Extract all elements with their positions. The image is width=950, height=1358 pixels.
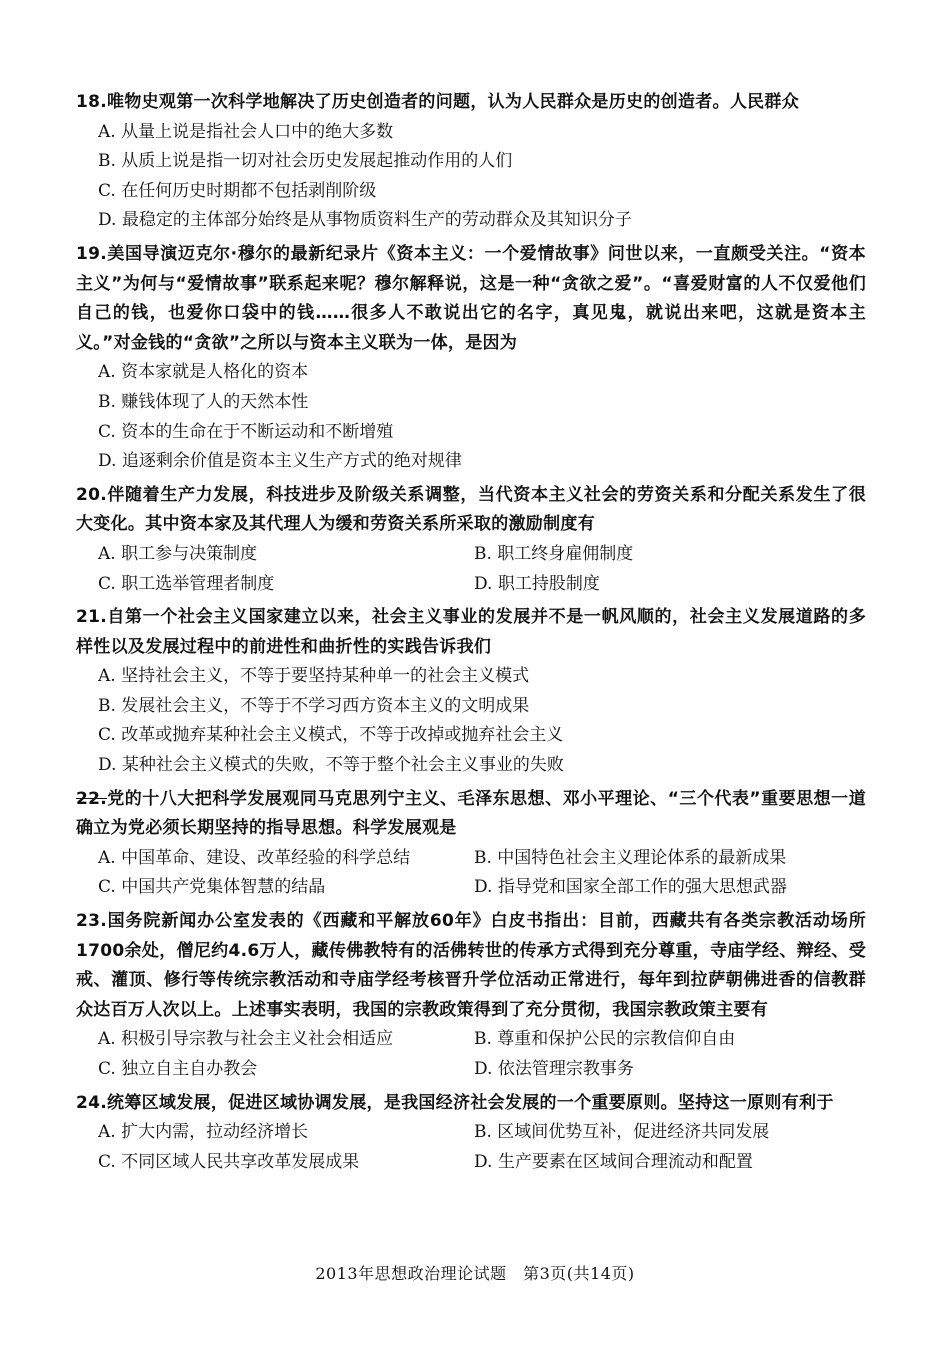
answer-option[interactable]: C. 不同区域人民共享改革发展成果 (98, 1151, 360, 1172)
question-24 (76, 1089, 866, 1178)
answer-option[interactable]: A. 职工参与决策制度 (98, 543, 258, 564)
answer-option[interactable]: A. 坚持社会主义，不等于要坚持某种单一的社会主义模式 (98, 666, 530, 687)
question-stem (76, 603, 866, 662)
question-number: 18. (76, 92, 108, 112)
answer-option[interactable]: A. 资本家就是人格化的资本 (98, 362, 309, 383)
answer-option[interactable]: C. 改革或抛弃某种社会主义模式，不等于改掉或抛弃社会主义 (98, 725, 564, 746)
question-19 (76, 240, 866, 477)
answer-option[interactable]: D. 追逐剩余价值是资本主义生产方式的绝对规律 (98, 451, 462, 472)
answer-option[interactable]: D. 职工持股制度 (474, 573, 600, 594)
option-list (76, 540, 866, 599)
question-text: 党的十八大把科学发展观同马克思列宁主义、毛泽东思想、邓小平理论、“三个代表”重要思想一道确立为党必须长期坚持的指导思想。科学发展观是 (76, 788, 866, 839)
option-list (76, 118, 866, 236)
question-stem (76, 88, 866, 118)
answer-option[interactable]: C. 在任何历史时期都不包括剥削阶级 (98, 180, 377, 201)
question-stem (76, 785, 866, 844)
question-20 (76, 481, 866, 599)
answer-option[interactable]: B. 中国特色社会主义理论体系的最新成果 (474, 847, 787, 868)
question-text: 国务院新闻办公室发表的《西藏和平解放60年》白皮书指出：目前，西藏共有各类宗教活动场所1700余处，僧尼约4.6万人，藏传佛教特有的活佛转世的传承方式得到充分尊重，寺庙学经、辩经、受戒、灌顶、修行等传统宗教活动和寺庙学经考核晋升学位活动正常进行，每年到拉萨朝佛进香的信教群众达百万人次以上。上述事实表明，我国的宗教政策得到了充分贯彻，我国宗教政策主要有 (76, 911, 866, 1020)
answer-option[interactable]: D. 某种社会主义模式的失败，不等于整个社会主义事业的失败 (98, 755, 564, 776)
question-text: 唯物史观第一次科学地解决了历史创造者的问题，认为人民群众是历史的创造者。人民群众 (107, 92, 800, 112)
answer-option[interactable]: C. 独立自主自办教会 (98, 1059, 258, 1079)
answer-option[interactable]: C. 资本的生命在于不断运动和不断增殖 (98, 421, 394, 442)
option-list (76, 1118, 866, 1177)
answer-option[interactable]: C. 中国共产党集体智慧的结晶 (98, 877, 326, 898)
option-list (76, 358, 866, 476)
page-footer: 2013年思想政治理论试题 第3页(共14页) (315, 1264, 635, 1283)
answer-option[interactable]: A. 扩大内需，拉动经济增长 (98, 1122, 309, 1143)
question-stem (76, 1089, 866, 1119)
option-list (76, 1025, 866, 1084)
answer-option[interactable]: B. 赚钱体现了人的天然本性 (98, 391, 309, 412)
answer-option[interactable]: B. 尊重和保护公民的宗教信仰自由 (474, 1029, 736, 1050)
answer-option[interactable]: D. 最稳定的主体部分始终是从事物质资料生产的劳动群众及其知识分子 (98, 210, 632, 231)
answer-option[interactable]: B. 发展社会主义，不等于不学习西方资本主义的文明成果 (98, 695, 530, 716)
question-list (76, 88, 866, 1181)
answer-option[interactable]: A. 中国革命、建设、改革经验的科学总结 (98, 847, 411, 868)
question-text: 伴随着生产力发展，科技进步及阶级关系调整，当代资本主义社会的劳资关系和分配关系发生了很大变化。其中资本家及其代理人为缓和劳资关系所采取的激励制度有 (76, 484, 866, 535)
question-text: 美国导演迈克尔·穆尔的最新纪录片《资本主义：一个爱情故事》问世以来，一直颇受关注。“资本主义”为何与“爱情故事”联系起来呢？穆尔解释说，这是一种“贪欲之爱”。“喜爱财富的人不仅爱他们自己的钱，也爱你口袋中的钱……很多人不敢说出它的名字，真见鬼，就说出来吧，这就是资本主义。”对金钱的“贪欲”之所以与资本主义联为一体，是因为 (76, 243, 866, 353)
question-23 (76, 907, 866, 1085)
question-text: 自第一个社会主义国家建立以来，社会主义事业的发展并不是一帆风顺的，社会主义发展道路的多样性以及发展过程中的前进性和曲折性的实践告诉我们 (76, 607, 866, 657)
option-list (76, 844, 866, 903)
question-stem (76, 240, 866, 358)
question-number: 22. (76, 788, 108, 809)
question-22 (76, 785, 866, 903)
question-text: 统筹区域发展，促进区域协调发展，是我国经济社会发展的一个重要原则。坚持这一原则有利于 (107, 1092, 834, 1113)
answer-option[interactable]: D. 生产要素在区域间合理流动和配置 (474, 1151, 753, 1172)
question-number: 24. (76, 1092, 108, 1113)
answer-option[interactable]: A. 从量上说是指社会人口中的绝大多数 (98, 121, 394, 142)
question-stem (76, 481, 866, 540)
answer-option[interactable]: B. 从质上说是指一切对社会历史发展起推动作用的人们 (98, 151, 513, 172)
answer-option[interactable]: C. 职工选举管理者制度 (98, 573, 275, 594)
answer-option[interactable]: D. 指导党和国家全部工作的强大思想武器 (474, 877, 787, 898)
question-number: 23. (76, 911, 108, 932)
question-stem (76, 907, 866, 1025)
answer-option[interactable]: A. 积极引导宗教与社会主义社会相适应 (98, 1029, 394, 1050)
question-21 (76, 603, 866, 781)
answer-option[interactable]: B. 区域间优势互补，促进经济共同发展 (474, 1122, 770, 1143)
answer-option[interactable]: D. 依法管理宗教事务 (474, 1059, 634, 1079)
question-number: 19. (76, 243, 108, 264)
option-list (76, 662, 866, 780)
question-18 (76, 88, 866, 236)
answer-option[interactable]: B. 职工终身雇佣制度 (474, 543, 634, 564)
question-number: 21. (76, 607, 108, 628)
question-number: 20. (76, 484, 108, 505)
